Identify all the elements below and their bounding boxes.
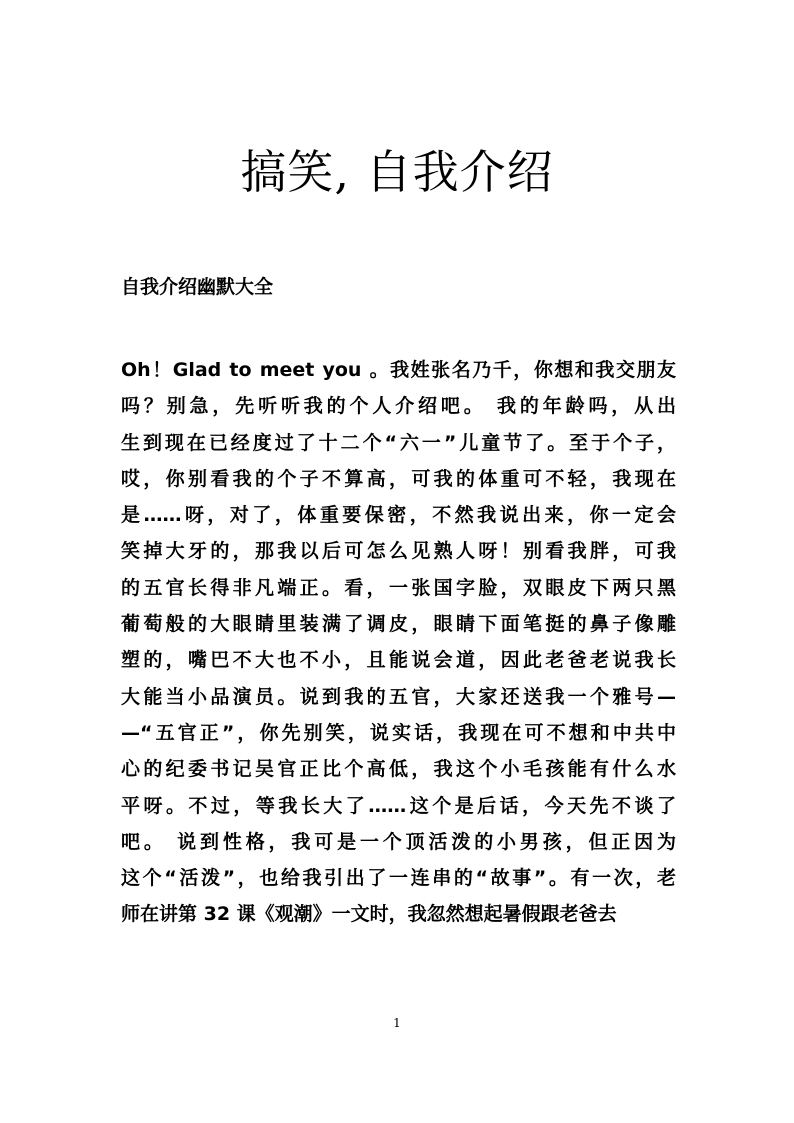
body-line: 笑掉大牙的，那我以后可怎么见熟人呀！别看我胖，可我 [121,540,676,563]
body-line: —“五官正”，你先别笑，说实话，我现在可不想和中共中 [121,721,676,744]
body-line: 心的纪委书记吴官正比个高低，我这个小毛孩能有什么水 [121,758,676,781]
body-line: 的五官长得非凡端正。看，一张国字脸，双眼皮下两只黑 [121,576,676,599]
section-heading: 自我介绍幽默大全 [121,276,274,298]
body-line: 葡萄般的大眼睛里装满了调皮，眼睛下面笔挺的鼻子像雕 [121,613,676,636]
body-line: 生到现在已经度过了十二个“六一”儿童节了。至于个子， [121,431,676,454]
body-line: 这个“活泼”，也给我引出了一连串的“故事”。有一次，老 [121,867,676,890]
page-number: 1 [393,1016,401,1030]
body-paragraph [121,352,681,933]
body-line: 是……呀，对了，体重要保密，不然我说出来，你一定会 [121,504,676,527]
body-line: 师在讲第 32 课《观潮》一文时，我忽然想起暑假跟老爸去 [121,903,617,926]
body-line: 塑的，嘴巴不大也不小，且能说会道，因此老爸老说我长 [121,649,676,672]
body-line: 大能当小品演员。说到我的五官，大家还送我一个雅号— [121,685,676,708]
body-line: 哎，你别看我的个子不算高，可我的体重可不轻，我现在 [121,467,676,490]
body-line: 吧。 说到性格，我可是一个顶活泼的小男孩，但正因为 [121,830,676,853]
body-line: 平呀。不过，等我长大了……这个是后话，今天先不谈了 [121,794,676,817]
page-title: 搞笑, 自我介绍 [240,145,554,199]
body-line: Oh！Glad to meet you 。我姓张名乃千，你想和我交朋友 [121,359,676,381]
body-line: 吗？别急，先听听我的个人介绍吧。 我的年龄吗，从出 [121,395,676,418]
